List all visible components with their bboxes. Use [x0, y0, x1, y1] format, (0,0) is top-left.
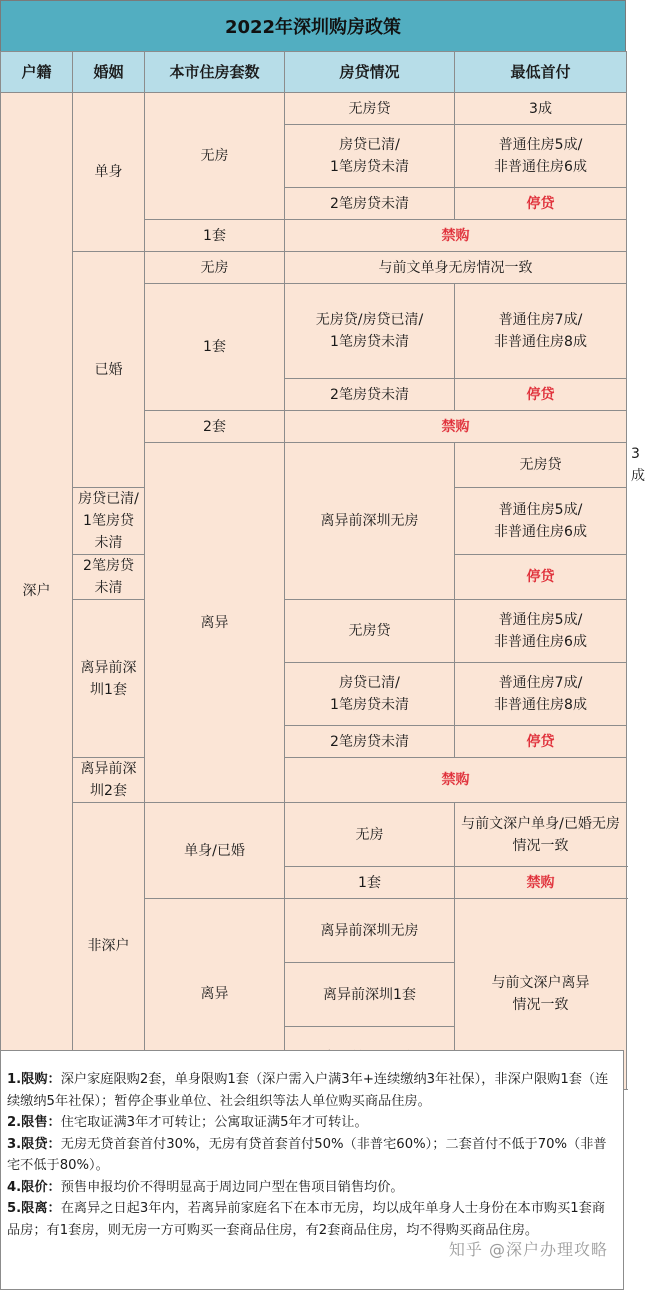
- cell-div-before-none: 离异前深圳无房: [285, 899, 455, 963]
- cell-loan: 房贷已清/ 1笔房贷未清: [285, 125, 455, 188]
- cell-div-before-one: 离异前深圳1套: [285, 963, 455, 1027]
- cell-pay: 普通住房7成/ 非普通住房8成: [455, 663, 627, 726]
- cell-banned: 禁购: [455, 867, 627, 899]
- cell-loan: 2笔房贷未清: [285, 379, 455, 411]
- cell-pay: 3成: [455, 93, 627, 125]
- note-item: 5.限离：在离异之日起3年内，若离异前家庭名下在本市无房，均以成年单身人士身份在本市购买1套商品房；有1套房，则无房一方可购买一套商品住房，有2套商品住房，均不得购买商品住房。: [7, 1201, 606, 1238]
- cell-one-set: 1套: [285, 867, 455, 899]
- header-marriage: 婚姻: [73, 52, 145, 93]
- cell-div-before-none: 离异前深圳无房: [285, 443, 455, 600]
- cell-stop-loan: 停贷: [455, 555, 627, 600]
- cell-stop-loan: 停贷: [455, 188, 627, 220]
- cell-div-before-one: 离异前深圳1套: [73, 600, 145, 758]
- note-item: 4.限价：预售申报均价不得明显高于周边同户型在售项目销售均价。: [7, 1179, 404, 1195]
- cell-banned: 禁购: [285, 758, 627, 803]
- cell-loan: 2笔房贷未清: [73, 555, 145, 600]
- watermark: 知乎 @深户办理攻略: [448, 1240, 608, 1259]
- cell-pay: 普通住房7成/ 非普通住房8成: [455, 284, 627, 379]
- cell-stop-loan: 停贷: [455, 379, 627, 411]
- cell-loan: 2笔房贷未清: [285, 726, 455, 758]
- note-item: 1.限购：深户家庭限购2套，单身限购1套（深户需入户满3年+连续缴纳3年社保），非深户限购1套（连续缴纳5年社保）；暂停企事业单位、社会组织等法人单位购买商品住房。: [7, 1072, 609, 1109]
- header-row: [1, 52, 627, 93]
- cell-one-set: 1套: [145, 220, 285, 252]
- header-loan-status: 房贷情况: [285, 52, 455, 93]
- cell-same-as-single: 与前文单身无房情况一致: [285, 252, 627, 284]
- note-item: 3.限贷：无房无贷首套首付30%，无房有贷首套首付50%（非普宅60%）；二套首付不低于70%（非普宅不低于80%）。: [7, 1136, 607, 1173]
- cell-pay: 普通住房5成/ 非普通住房6成: [455, 488, 627, 555]
- page-title: 2022年深圳购房政策: [0, 0, 626, 52]
- cell-banned: 禁购: [285, 220, 627, 252]
- header-house-count: 本市住房套数: [145, 52, 285, 93]
- cell-loan: 2笔房贷未清: [285, 188, 455, 220]
- cell-loan: 无房贷: [285, 600, 455, 663]
- header-min-downpayment: 最低首付: [455, 52, 627, 93]
- cell-div-before-two: 离异前深圳2套: [73, 758, 145, 803]
- policy-table: 户籍 婚姻 本市住房套数 房贷情况 最低首付 深户 单身 无房 无房贷 3成 房贷已清/ 1笔房贷未清 普通住房5成/ 非普通住房6成 2笔房贷未清 停贷 1套 禁购 已婚 无房 与前文单身无房情况一致 1套 无房贷/房贷已清/ 1笔房贷未清 普通住房7成/ 非普通住房8成 2笔房贷未清 停贷 2套 禁购 离异 离异前深圳无房 无房贷 3成 房贷已清/ 1笔房贷未清 普通住房5成/ 非普通住房6成 2笔房贷未清 停贷 离异前深圳1套 无房贷 普通住房5成/ 非普通住房6成 房贷已清/ 1笔房贷未清 普通住房7成/ 非普通住房8成 2笔房贷未清 停贷 离异前深圳2套 禁购 非深户 单身/已婚 无房 与前文深户单身/已婚无房 情况一致 1套 禁购 离异 离异前深圳无房 与前文深户离异 情况一致 离异前深圳1套: [0, 51, 627, 1090]
- cell-divorced: 离异: [145, 443, 285, 803]
- cell-no-house: 无房: [285, 803, 455, 867]
- cell-loan: 房贷已清/ 1笔房贷未清: [73, 488, 145, 555]
- cell-no-house: 无房: [145, 93, 285, 220]
- cell-same-as-divorce: 与前文深户离异 情况一致: [455, 899, 627, 1090]
- cell-loan: 房贷已清/ 1笔房贷未清: [285, 663, 455, 726]
- cell-single-married: 单身/已婚: [145, 803, 285, 899]
- cell-shenhu: 深户: [1, 93, 73, 1090]
- cell-loan: 无房贷: [285, 93, 455, 125]
- cell-banned: 禁购: [285, 411, 627, 443]
- cell-loan: 无房贷: [455, 443, 627, 488]
- cell-single: 单身: [73, 93, 145, 252]
- cell-pay: 普通住房5成/ 非普通住房6成: [455, 125, 627, 188]
- note-item: 2.限售：住宅取证满3年才可转让；公寓取证满5年才可转让。: [7, 1115, 368, 1130]
- cell-married: 已婚: [73, 252, 145, 488]
- cell-one-set: 1套: [145, 284, 285, 411]
- header-huji: 户籍: [1, 52, 73, 93]
- cell-divorced-non: 离异: [145, 899, 285, 1090]
- cell-non-shenhu: 非深户: [73, 803, 145, 1090]
- cell-no-house: 无房: [145, 252, 285, 284]
- cell-loan: 无房贷/房贷已清/ 1笔房贷未清: [285, 284, 455, 379]
- cell-two-set: 2套: [145, 411, 285, 443]
- cell-stop-loan: 停贷: [455, 726, 627, 758]
- cell-same-as-shenhu: 与前文深户单身/已婚无房 情况一致: [455, 803, 627, 867]
- cell-pay: 普通住房5成/ 非普通住房6成: [455, 600, 627, 663]
